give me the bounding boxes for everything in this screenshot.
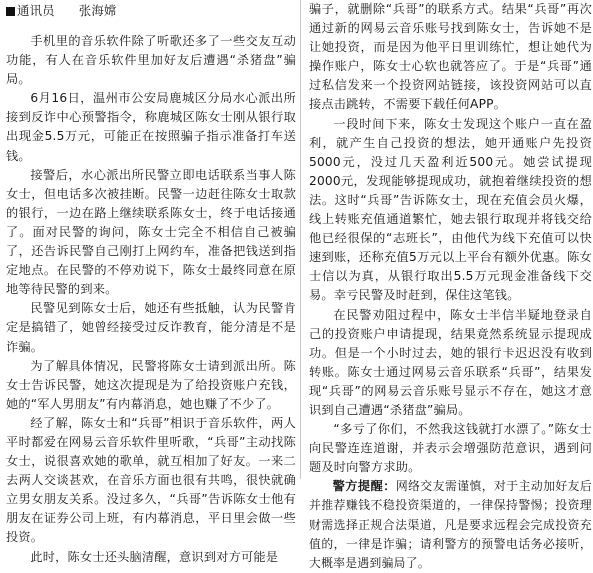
article-paragraph: 接警后，水心派出所民警立即电话联系当事人陈女士，但电话多次被挂断。民警一边赶往陈女士取款的银行，一边在路上继续联系陈女士，终于电话接通了。面对民警的询问，陈女士完全不相信自己被骗了，还告诉民警自己刚打上网约车，准备把钱送到指定地点。在民警的不停劝说下，陈女士最终同意在原地等待民警的到来。 (6, 167, 296, 297)
article-paragraph: “多亏了你们，不然我这钱就打水漂了。”陈女士向民警连连道谢，并表示会增强防范意识，遇到问题及时向警方求助。 (309, 422, 592, 475)
square-bullet-icon (6, 7, 15, 16)
article-paragraph: 手机里的音乐软件除了听歌还多了一些交友互动功能，有人在音乐软件里加好友后遭遇“杀猪盘”骗局。 (6, 34, 296, 87)
article-paragraph: 在民警劝阻过程中，陈女士半信半疑地登录自己的投资账户申请提现，结果竟然系统显示提现成功。但是一个小时过去，她的银行卡迟迟没有收到转账。陈女士通过网易云音乐联系“兵哥”，结果发现“兵哥”的网易云音乐账号显示不存在，她这才意识到自己遭遇“杀猪盘”骗局。 (309, 307, 592, 417)
article-paragraph: 骗子，就删除“兵哥”的联系方式。结果“兵哥”再次通过新的网易云音乐账号找到陈女士，告诉她不是让她投资，而是因为他平日里训练忙，想让她代为操作账户，陈女士心软也就答应了。于是“兵哥”通过私信发来一个投资网站链接，该投资网站可以直接点击跳转，不需要下载任何APP。 (309, 2, 592, 112)
warning-text: 网络交友需谨慎，对于主动加好友后并推荐赚钱不稳投资渠道的，一律保持警惕；投资理财需选择正规合法渠道，凡是要求远程会完成投资充值的，一律是诈骗；请利警方的预警电话务必接听，大概率是遇到骗局了。 (309, 479, 592, 570)
right-column (309, 0, 592, 570)
article-paragraph: 一段时间下来，陈女士发现这个账户一直在盈利，就产生自己投资的想法，她开通账户先投资5000元，没过几天盈利近500元。她尝试提现2000元，发现能够提现成功，就抱着继续投资的想法。这时“兵哥”告诉陈女士，现在充值会员火爆，线上转账充值通道繁忙，她去银行取现并将钱交给他已经很保的“志班长”，由他代为线下充值可以快速到账，还称充值5万元以上平台有额外优惠。陈女士信以为真，从银行取出5.5万元现金准备线下交易。幸亏民警及时赶到，保住这笔钱。 (309, 116, 592, 303)
police-warning (309, 477, 592, 572)
warning-title: 警方提醒： (332, 479, 396, 494)
article-paragraph: 6月16日，温州市公安局鹿城区分局水心派出所接到反诈中心预警指令，称鹿城区陈女士刚从银行取出现金5.5万元，可能正在按照骗子指示准备打车送钱。 (6, 91, 296, 163)
left-column (6, 0, 296, 564)
article-paragraph: 经了解，陈女士和“兵哥”相识于音乐软件，两人平时都爱在网易云音乐软件里听歌，“兵哥”主动找陈女士，说很喜欢她的歌单，就互相加了好友。一来二去两人交谈甚欢，在音乐方面也很有共鸣，很快就确立男女朋友关系。没过多久，“兵哥”告诉陈女士他有朋友在证券公司上班，有内幕消息，平日里会做一些投资。 (6, 415, 296, 545)
byline-author: 张海嫦 (78, 3, 117, 18)
article-paragraph: 为了解具体情况，民警将陈女士请到派出所。陈女士告诉民警，她这次提现是为了给投资账户充钱，她的“军人男朋友”有内幕消息，她也赚了不少了。 (6, 358, 296, 411)
byline-label: 通讯员 (17, 3, 55, 18)
column-divider (300, 0, 301, 479)
byline (6, 1, 296, 20)
article-paragraph: 此时，陈女士还头脑清醒，意识到对方可能是 (30, 549, 279, 564)
article-paragraph: 民警见到陈女士后，她还有些抵触，认为民警肯定是搞错了，她曾经接受过反诈教育，能分清是不是诈骗。 (6, 301, 296, 354)
